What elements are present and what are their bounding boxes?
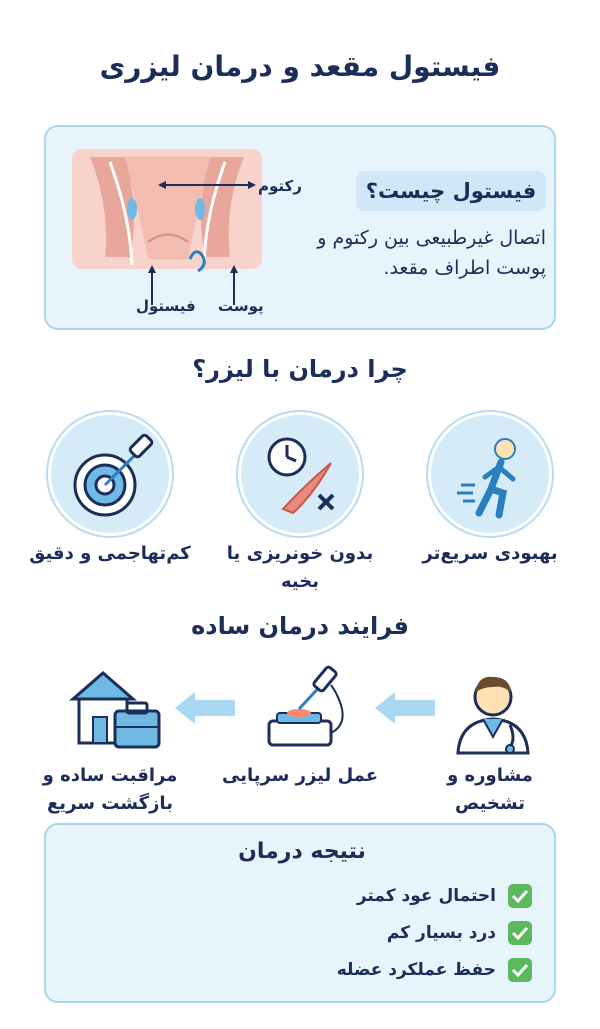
result-item: درد بسیار کم <box>387 918 532 948</box>
clock-wound-icon <box>238 412 362 536</box>
process-heading: فرایند درمان ساده <box>191 612 409 640</box>
why-laser-heading: چرا درمان با لیزر؟ <box>192 355 408 383</box>
arrow-icon <box>175 690 235 726</box>
arrow-icon <box>375 690 435 726</box>
step-label-consultation: مشاوره و تشخیص <box>447 765 533 814</box>
what-is-fistula-description: اتصال غیرطبیعی بین رکتوم و پوست اطراف مقعد. <box>317 227 546 279</box>
page-title: فیستول مقعد و درمان لیزری <box>99 50 501 83</box>
home-briefcase-icon <box>65 665 165 755</box>
fistula-label: فیستول <box>136 297 196 315</box>
walking-person-icon <box>428 412 552 536</box>
check-icon <box>508 884 532 908</box>
result-heading: نتیجه درمان <box>238 839 366 864</box>
benefit-label-faster-recovery: بهبودی سریع‌تر <box>422 543 558 564</box>
what-is-fistula-heading: فیستول چیست؟ <box>356 171 546 211</box>
check-icon <box>508 921 532 945</box>
laser-target-icon <box>48 412 172 536</box>
result-item: احتمال عود کمتر <box>357 881 532 911</box>
skin-label: پوست <box>218 297 264 315</box>
step-label-care-return: مراقبت ساده و بازگشت سریع <box>42 765 178 814</box>
what-is-fistula-card <box>44 125 556 330</box>
laser-device-icon <box>255 665 355 755</box>
result-item: حفظ عملکرد عضله <box>337 955 532 985</box>
check-icon <box>508 958 532 982</box>
rectum-label: رکتوم <box>258 177 302 195</box>
doctor-icon <box>448 665 538 755</box>
benefit-label-minimally-invasive: کم‌تهاجمی و دقیق <box>29 543 191 564</box>
benefit-label-no-bleeding: بدون خونریزی یا بخیه <box>226 543 374 592</box>
step-label-laser-surgery: عمل لیزر سرپایی <box>221 765 378 786</box>
treatment-result-card <box>44 823 556 1003</box>
